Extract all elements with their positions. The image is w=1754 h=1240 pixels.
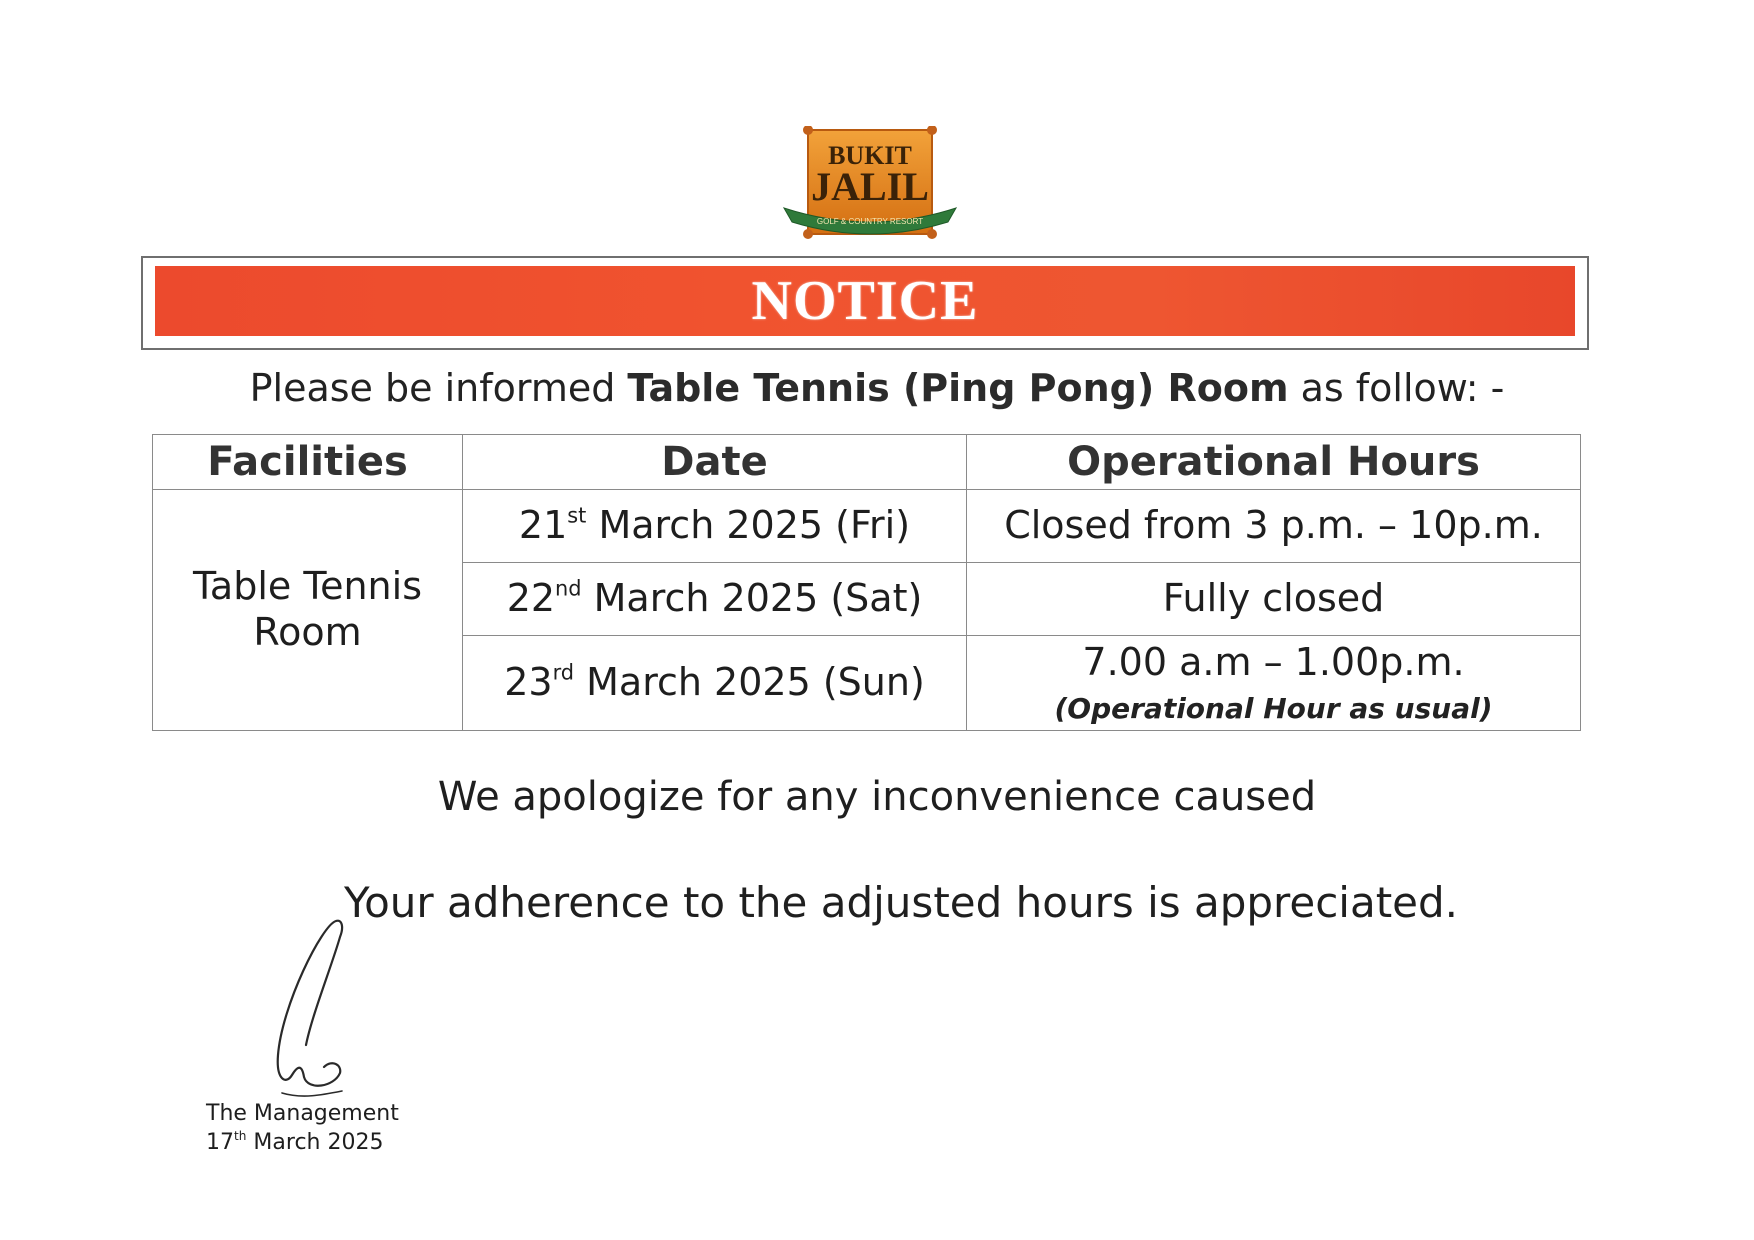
hours-cell: Closed from 3 p.m. – 10p.m. [967,490,1581,563]
intro-line [0,366,1754,410]
notice-banner-frame [141,256,1589,350]
signatory-name: The Management [206,1101,399,1126]
svg-text:GOLF & COUNTRY RESORT: GOLF & COUNTRY RESORT [816,217,924,226]
adherence-text: Your adherence to the adjusted hours is appreciated. [344,878,1459,927]
resort-logo [780,126,960,244]
bukit-jalil-logo-graphic [780,126,960,244]
handwritten-signature [262,915,372,1105]
hours-cell: 7.00 a.m – 1.00p.m. (Operational Hour as usual) [967,636,1581,731]
table-header-row [153,435,1581,490]
intro-prefix: Please be informed [249,366,628,410]
date-cell: 22nd March 2025 (Sat) [463,563,967,636]
table-row [153,490,1581,563]
facility-name: Table Tennis Room [192,564,422,654]
header-operational-hours: Operational Hours [967,435,1581,490]
svg-text:JALIL: JALIL [811,164,929,209]
header-facilities: Facilities [153,435,463,490]
facility-cell [153,490,463,731]
header-date: Date [463,435,967,490]
intro-suffix: as follow: - [1288,366,1505,410]
schedule-table [152,434,1581,731]
svg-text:BUKIT: BUKIT [828,141,912,170]
intro-facility: Table Tennis (Ping Pong) Room [627,366,1289,410]
footer-block [206,1100,399,1157]
date-cell: 21st March 2025 (Fri) [463,490,967,563]
date-cell: 23rd March 2025 (Sun) [463,636,967,731]
hours-cell: Fully closed [967,563,1581,636]
hours-note: (Operational Hour as usual) [1054,692,1493,725]
notice-banner [155,266,1575,336]
notice-date: 17th March 2025 [206,1128,384,1155]
apology-text: We apologize for any inconvenience caused [437,774,1317,820]
notice-title: NOTICE [751,270,979,332]
